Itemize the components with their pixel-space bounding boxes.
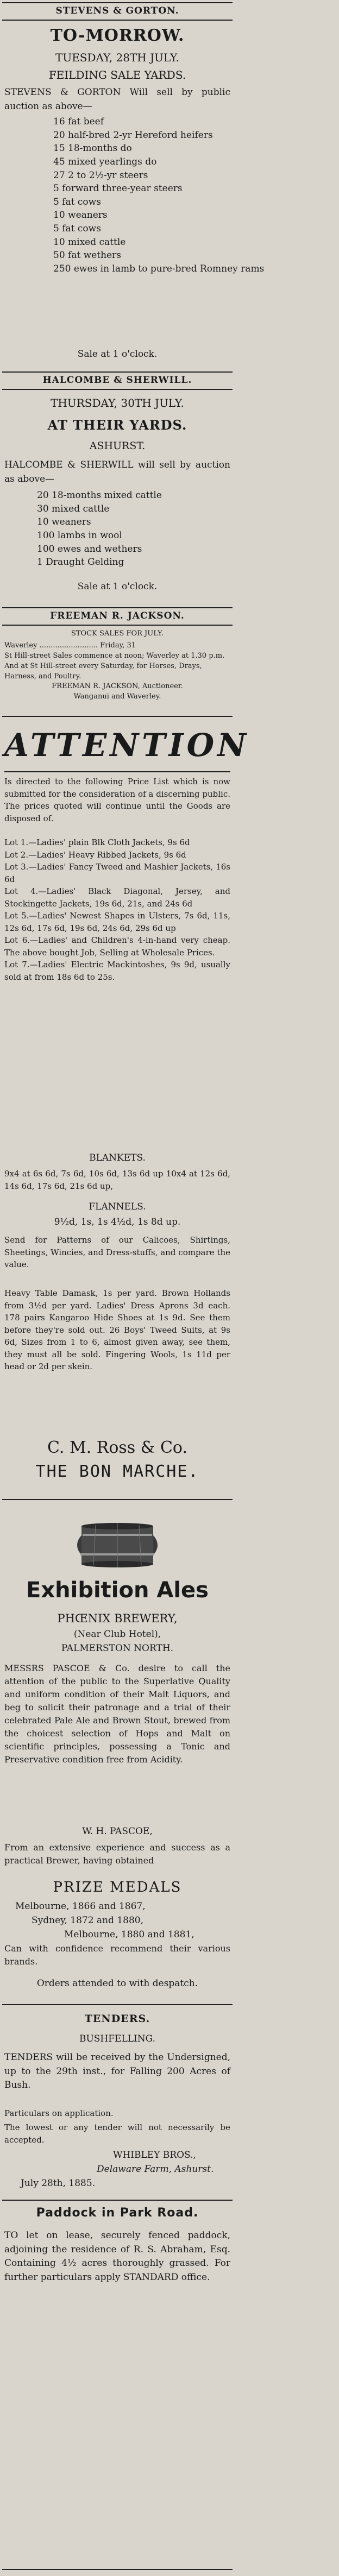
freeman-line: Wanganui and Waverley. [73,692,161,701]
exhibition-ales-heading: Exhibition Ales [26,1578,209,1603]
tenders-heading: TENDERS. [84,2013,150,2025]
bon-marche: THE BON MARCHE. [35,1462,199,1481]
list-item: 27 2 to 2½-yr steers [53,169,148,181]
patterns-note: Send for Patterns of our Calicoes, Shirtings, Sheetings, Wincies, and Dress-stuffs, and compare the value. [4,1235,230,1269]
rule [2,625,233,626]
medal-3: Melbourne, 1880 and 1881, [64,1929,194,1940]
halcombe-lots [4,489,263,569]
orders-note: Orders attended to with despatch. [36,1978,198,1989]
paddock-heading: Paddock in Park Road. [36,2206,199,2220]
halcombe-date: THURSDAY, 30TH JULY. [51,396,184,410]
rule [2,2569,233,2570]
medal-2: Sydney, 1872 and 1880, [32,1915,144,1926]
ross-signature: C. M. Ross & Co. [47,1438,187,1457]
rule [2,2004,233,2005]
list-item: Lot 4.—Ladies' Black Diagonal, Jersey, and Stockingette Jackets, 19s 6d, 21s, and 24s 6d [4,886,230,909]
list-item: 20 half-bred 2-yr Hereford heifers [53,129,213,141]
halcombe-time: Sale at 1 o'clock. [77,581,158,592]
barrel-icon [74,1521,161,1570]
brewery-loc2: PALMERSTON NORTH. [61,1643,174,1654]
ales-body2: From an extensive experience and success as a practical Brewer, having obtained [4,1842,230,1866]
list-item: 20 18-months mixed cattle [37,490,162,501]
flannels-heading: FLANNELS. [89,1201,146,1212]
stevens-intro: STEVENS & GORTON Will sell by public auction as above— [4,87,230,112]
stevens-lots [4,115,279,276]
stevens-time: Sale at 1 o'clock. [77,349,158,360]
freeman-line: FREEMAN R. JACKSON, Auctioneer. [52,682,183,691]
sale-place: FEILDING SALE YARDS. [48,68,186,81]
attention-intro: Is directed to the following Price List which is now submitted for the consideration of a discerning public. The prices quoted will continue until the Goods are disposed of. [4,777,230,823]
list-item: Lot 1.—Ladies' plain Blk Cloth Jackets, 9s 6d [4,837,190,847]
list-item: 16 fat beef [53,116,104,127]
list-item: 5 fat cows [53,223,101,235]
list-item: 10 mixed cattle [53,236,126,248]
flannels-prices: 9½d, 1s, 1s 4½d, 1s 8d up. [54,1217,181,1227]
rule [2,371,233,373]
rule [2,20,233,21]
list-item: 100 lambs in wool [37,530,122,541]
tenders-date: July 28th, 1885. [21,2178,96,2189]
brewery-name: PHŒNIX BREWERY, [57,1612,178,1625]
freeman-subtitle: STOCK SALES FOR JULY. [71,629,164,638]
tenders-p2: The lowest or any tender will not necessarily be accepted. [4,2122,230,2145]
list-item: 5 fat cows [53,196,101,207]
list-item: 5 forward three-year steers [53,183,183,194]
banner-stevens: STEVENS & GORTON. [55,5,179,16]
medal-1: Melbourne, 1866 and 1867, [15,1901,146,1912]
tomorrow-heading: TO-MORROW. [50,26,185,45]
list-item: 250 ewes in lamb to pure-bred Romney rams [53,263,265,275]
medal-4: Can with confidence recommend their various brands. [4,1943,230,1967]
rule [2,1499,233,1500]
rule [2,2,233,3]
list-item: Lot 2.—Ladies' Heavy Ribbed Jackets, 9s 6d [4,849,186,860]
halcombe-place: AT THEIR YARDS. [47,417,187,433]
list-item: Lot 5.—Ladies' Newest Shapes in Ulsters, 7s 6d, 11s, 12s 6d, 17s 6d, 19s 6d, 24s 6d, 29s 6d up [4,911,230,933]
banner-freeman: FREEMAN R. JACKSON. [50,610,185,621]
freeman-line: Waverley .......................... Friday, 31 [4,641,136,650]
list-item: 10 weaners [53,210,108,221]
tenders-sub: BUSHFELLING. [79,2033,156,2044]
list-item: 45 mixed yearlings do [53,156,157,167]
rule [2,716,233,717]
attention-heading: ATTENTION [4,727,250,764]
sale-date: TUESDAY, 28TH JULY. [55,51,179,64]
freeman-body [4,641,230,702]
paddock-body: TO let on lease, securely fenced paddock, adjoining the residence of R. S. Abraham, Esq. Containing 4½ acres thoroughly grassed. For further particulars apply STANDARD office. [4,2230,230,2283]
misc-prices: Heavy Table Damask, 1s per yard. Brown Hollands from 3½d per yard. Ladies' Dress Aprons 3d each. 178 pairs Kangaroo Hide Shoes at 1s 9d. See them before they're sold out. 26 Boys' Tweed Suits, at 9s 6d, Sizes from 1 to 6, almost given away, see them, they must all be sold. Fingering Wools, 1s 11d per head or 2d per skein. [4,1288,230,1371]
freeman-line: St Hill-street Sales commence at noon; Waverley at 1.30 p.m. [4,651,225,660]
list-item: 10 weaners [37,517,91,528]
banner-halcombe: HALCOMBE & SHERWILL. [42,375,192,386]
delaware-farm: Delaware Farm, Ashurst. [97,2164,214,2175]
list-item: 1 Draught Gelding [37,557,124,568]
attention-lots [4,836,230,983]
blankets-heading: BLANKETS. [89,1152,146,1163]
halcombe-town: ASHURST. [89,440,146,452]
rule [2,389,233,390]
brewery-loc1: (Near Club Hotel), [73,1629,161,1640]
list-item: Lot 7.—Ladies' Electric Mackintoshes, 9s 9d, usually sold at from 18s 6d to 25s. [4,960,230,982]
list-item: 15 18-months do [53,143,132,154]
freeman-line: And at St Hill-street every Saturday, for Horses, Drays, Harness, and Poultry. [4,662,202,681]
list-item: 100 ewes and wethers [37,543,142,555]
prize-medals: PRIZE MEDALS [53,1879,182,1895]
list-item: 50 fat wethers [53,250,122,261]
blankets-prices: 9x4 at 6s 6d, 7s 6d, 10s 6d, 13s 6d up 10x4 at 12s 6d, 14s 6d, 17s 6d, 21s 6d up, [4,1169,230,1191]
tenders-body: TENDERS will be received by the Undersigned, up to the 29th inst., for Falling 200 Acres of Bush. [4,2052,230,2090]
tenders-p1: Particulars on application. [4,2108,114,2118]
rule [4,771,230,772]
rule [2,607,233,608]
whibley-sig: WHIBLEY BROS., [113,2150,196,2161]
rule [2,2200,233,2201]
halcombe-intro: HALCOMBE & SHERWILL will sell by auction as above— [4,459,230,484]
list-item: Lot 6.—Ladies' and Children's 4-in-hand very cheap. The above bought Job, Selling at Wholesale Prices. [4,935,230,958]
list-item: 30 mixed cattle [37,503,110,514]
list-item: Lot 3.—Ladies' Fancy Tweed and Mashier Jackets, 16s 6d [4,862,230,884]
pascoe-name: W. H. PASCOE, [82,1826,153,1837]
ales-body: MESSRS PASCOE & Co. desire to call the attention of the public to the Superlative Quality and uniform condition of their Malt Liquors, and beg to solicit their patronage and a trial of their celebrated Pale Ale and Brown Stout, brewed from the choicest selection of Hops and Malt on scientific principles, possessing a Tonic and Preservative condition free from Acidity. [4,1663,230,1765]
